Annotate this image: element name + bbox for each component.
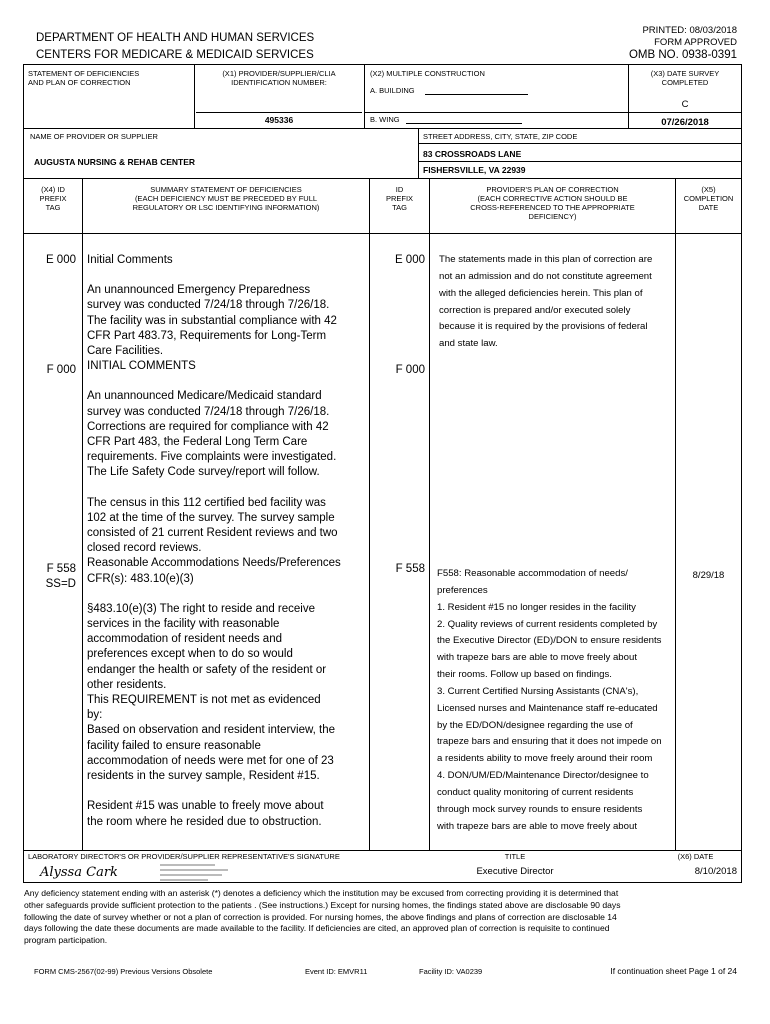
summary-statement — [87, 253, 367, 830]
plan-line: 3. Current Certified Nursing Assistants (CNA's), — [437, 685, 639, 697]
provider-name: AUGUSTA NURSING & REHAB CENTER — [34, 157, 196, 167]
summary-line: §483.10(e)(3) The right to reside and receive — [87, 602, 316, 615]
statement-label: STATEMENT OF DEFICIENCIES AND PLAN OF CORRECTION — [28, 69, 140, 87]
continuation-page: If continuation sheet Page 1 of 24 — [610, 966, 737, 976]
summary-line: 102 at the time of the survey. The survey sample — [87, 511, 335, 524]
signature-name: Alyssa Cark — [40, 865, 118, 880]
summary-line: accommodation of needs were met for one of 23 — [87, 754, 334, 767]
digital-signature-stamp — [160, 864, 230, 881]
summary-line: Resident #15 was unable to freely move about — [87, 800, 324, 813]
plan-line: The statements made in this plan of correction are — [439, 254, 653, 265]
summary-line: other residents. — [87, 678, 167, 691]
form-approved: FORM APPROVED — [654, 37, 737, 48]
plan-line: through mock survey rounds to ensure residents — [437, 803, 643, 815]
street-address: 83 CROSSROADS LANE — [423, 149, 522, 159]
summary-line: Corrections are required for compliance with 42 — [87, 420, 329, 433]
agency-title: CENTERS FOR MEDICARE & MEDICAID SERVICES — [36, 49, 314, 61]
tag-e000: E 000 — [45, 254, 76, 266]
plan-line: by the ED/DON/designee regarding the use of — [437, 719, 633, 731]
summary-line: CFR(s): 483.10(e)(3) — [87, 572, 194, 585]
title-label: TITLE — [504, 852, 526, 861]
disclaimer: Any deficiency statement ending with an asterisk (*) denotes a deficiency which the institution may be excused from correcting providing it is determined that other safeguards provide sufficient protection to the patients . (See instructions.) Except for nursing homes, the findings stated above are disclosable 90 days following the date of survey whether or not a plan of correction is provided. For nursing homes, the above findings and plans of correction are disclosable 14 days following the date these documents are made available to the facility. If deficiencies are cited, an approved plan of correction is requisite to continued program participation. — [24, 888, 621, 946]
summary-line: survey was conducted 7/24/18 through 7/26/18. — [87, 405, 330, 418]
plan-line: with trapeze bars are able to move freely about — [437, 652, 637, 664]
plan-line: because it is required by the provisions of federal — [439, 321, 648, 333]
summary-line: This REQUIREMENT is not met as evidenced — [87, 694, 321, 707]
plan-line: conduct quality monitoring of current residents — [437, 786, 634, 798]
summary-line: An unannounced Medicare/Medicaid standard — [87, 390, 322, 403]
city-state-zip: FISHERSVILLE, VA 22939 — [423, 165, 526, 175]
plan-line: and state law. — [439, 338, 498, 350]
id-column-header: ID PREFIX TAG — [385, 185, 414, 212]
signer-title: Executive Director — [476, 866, 554, 877]
plan-line: 1. Resident #15 no longer resides in the facility — [437, 601, 636, 613]
summary-column-header: SUMMARY STATEMENT OF DEFICIENCIES (EACH DEFICIENCY MUST BE PRECEDED BY FULL REGULATORY OR LSC IDENTIFYING INFORMATION) — [132, 185, 320, 212]
plan-intro — [439, 252, 674, 353]
department-title: DEPARTMENT OF HEALTH AND HUMAN SERVICES — [36, 32, 315, 44]
summary-line: An unannounced Emergency Preparedness — [87, 284, 311, 297]
plan-line: trapeze bars and ensuring that it does not impede on — [437, 736, 662, 748]
summary-line: closed record reviews. — [87, 542, 202, 555]
summary-line: Care Facilities. — [87, 345, 164, 358]
summary-line: Based on observation and resident interview, the — [87, 724, 336, 737]
summary-line: survey was conducted 7/24/18 through 7/26/18. — [87, 299, 330, 312]
summary-line: by: — [87, 709, 103, 722]
plan-line: with the alleged deficiencies herein. This plan of — [439, 287, 643, 299]
summary-line: accommodation of resident needs and — [87, 633, 282, 646]
plan-line: F558: Reasonable accommodation of needs/ — [437, 568, 628, 579]
summary-line: consisted of 21 current Resident reviews and two — [87, 527, 338, 540]
summary-line: residents in the survey sample, Resident #15. — [87, 770, 320, 783]
plan-line: with trapeze bars are able to move freely about — [437, 820, 637, 832]
building-label: A. BUILDING — [370, 86, 415, 95]
x4-column-header: (X4) ID PREFIX TAG — [39, 185, 67, 212]
plan-line: Licensed nurses and Maintenance staff re-educated — [437, 702, 658, 714]
facility-id: Facility ID: VA0239 — [419, 967, 483, 976]
survey-type-letter: C — [681, 99, 689, 110]
omb-number: OMB NO. 0938-0391 — [628, 49, 737, 61]
provider-id-number: 495336 — [264, 115, 294, 125]
summary-line: INITIAL COMMENTS — [87, 360, 196, 373]
x3-label: (X3) DATE SURVEY COMPLETED — [650, 69, 720, 87]
summary-line: services in the facility with reasonable — [87, 618, 280, 631]
summary-line: the room where he resided due to obstruction. — [87, 815, 322, 828]
plan-line: 2. Quality reviews of current residents completed by — [437, 618, 658, 630]
tag-ss: SS=D — [45, 578, 76, 590]
summary-line: requirements. Five complaints were investigated. — [87, 451, 337, 464]
tag-f000: F 000 — [46, 364, 76, 376]
signature-date: 8/10/2018 — [694, 866, 737, 877]
summary-line: Reasonable Accommodations Needs/Preferences — [87, 557, 341, 570]
plan-f558 — [437, 566, 675, 836]
form-number: FORM CMS-2567(02-99) Previous Versions Obsolete — [34, 967, 213, 976]
date-label: (X6) DATE — [677, 852, 714, 861]
summary-line: Initial Comments — [87, 254, 173, 266]
completion-date: 8/29/18 — [692, 570, 725, 581]
id-tag-f000: F 000 — [395, 364, 425, 376]
summary-line: CFR Part 483.73, Requirements for Long-Term — [87, 329, 327, 342]
summary-line: The Life Safety Code survey/report will follow. — [87, 466, 320, 479]
summary-line: endanger the health or safety of the resident or — [87, 663, 327, 676]
signature-label: LABORATORY DIRECTOR'S OR PROVIDER/SUPPLIER REPRESENTATIVE'S SIGNATURE — [28, 852, 340, 861]
plan-line: correction is prepared and/or executed solely — [439, 304, 631, 316]
address-label: STREET ADDRESS, CITY, STATE, ZIP CODE — [423, 132, 578, 141]
plan-line: a residents ability to move freely around their room — [437, 753, 653, 765]
summary-line: The facility was in substantial compliance with 42 — [87, 314, 337, 327]
x5-column-header: (X5) COMPLETION DATE — [683, 185, 734, 212]
summary-line: preferences except when to do so would — [87, 648, 293, 661]
plan-column-header: PROVIDER'S PLAN OF CORRECTION (EACH CORRECTIVE ACTION SHOULD BE CROSS-REFERENCED TO THE APPROPRIATE DEFICIENCY) — [470, 185, 635, 221]
summary-line: facility failed to ensure reasonable — [87, 739, 261, 752]
plan-line: not an admission and do not constitute agreement — [439, 270, 652, 282]
printed-date: PRINTED: 08/03/2018 — [642, 25, 737, 36]
id-tag-f558: F 558 — [395, 563, 425, 575]
x1-label: (X1) PROVIDER/SUPPLIER/CLIA IDENTIFICATION NUMBER: — [222, 69, 336, 87]
event-id: Event ID: EMVR11 — [305, 967, 368, 976]
plan-line: 4. DON/UM/ED/Maintenance Director/designee to — [437, 770, 649, 782]
wing-label: B. WING — [370, 115, 400, 124]
tag-f558: F 558 — [46, 563, 76, 575]
plan-line: the Executive Director (ED)/DON to ensure residents — [437, 635, 662, 647]
provider-name-label: NAME OF PROVIDER OR SUPPLIER — [30, 132, 158, 141]
survey-completed-date: 07/26/2018 — [661, 117, 709, 128]
summary-line: The census in this 112 certified bed facility was — [87, 496, 326, 509]
summary-line: CFR Part 483, the Federal Long Term Care — [87, 436, 308, 449]
id-tag-e000: E 000 — [394, 254, 425, 266]
plan-line: preferences — [437, 584, 488, 596]
x2-label: (X2) MULTIPLE CONSTRUCTION — [370, 69, 485, 78]
plan-line: their rooms. Follow up based on findings. — [437, 669, 612, 681]
